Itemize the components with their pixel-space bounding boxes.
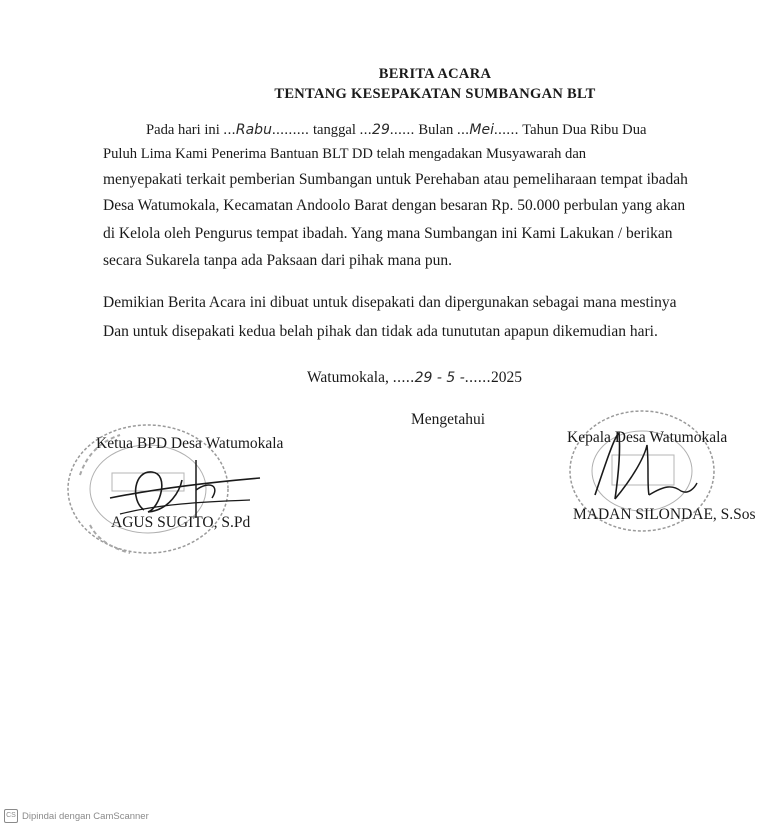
document-title: BERITA ACARA xyxy=(378,66,492,82)
para1-line3: menyepakati terkait pemberian Sumbangan untuk Perehaban atau pemeliharaan tempat ibadah xyxy=(103,171,688,188)
para1-day-prefix: Pada hari ini xyxy=(146,122,220,138)
handwritten-day: Rabu xyxy=(235,122,272,138)
handwritten-date: 29 xyxy=(372,122,390,138)
para1-line1: Pada hari ini ...Rabu......... tanggal ...29...... Bulan ...Mei...... Tahun Dua Ribu Dua xyxy=(146,122,647,138)
document-subtitle: TENTANG KESEPAKATAN SUMBANGAN BLT xyxy=(274,86,596,102)
right-signer-name: MADAN SILONDAE, S.Sos xyxy=(573,506,756,523)
right-signer-role: Kepala Desa Watumokala xyxy=(567,429,728,446)
scanner-footer-text: Dipindai dengan CamScanner xyxy=(22,810,149,822)
para1-line5: di Kelola oleh Pengurus tempat ibadah. Yang mana Sumbangan ini Kami Lakukan / berikan xyxy=(103,225,673,242)
acknowledged-label: Mengetahui xyxy=(411,411,486,428)
camscanner-icon: CS xyxy=(4,809,18,823)
para1-year-text: Tahun Dua Ribu Dua xyxy=(522,122,647,138)
left-signer-name: AGUS SUGITO, S.Pd xyxy=(111,514,251,531)
signing-year: 2025 xyxy=(491,369,523,386)
handwritten-month: Mei xyxy=(469,122,494,138)
para1-line4: Desa Watumokala, Kecamatan Andoolo Barat dengan besaran Rp. 50.000 perbulan yang akan xyxy=(103,197,686,214)
handwritten-signing-date: 29 - 5 - xyxy=(414,370,465,386)
para1-date-label: tanggal xyxy=(312,122,356,138)
place-date: Watumokala, .....29 - 5 -......2025 xyxy=(307,369,523,386)
place-name: Watumokala, xyxy=(307,369,389,386)
para1-line2: Puluh Lima Kami Penerima Bantuan BLT DD telah mengadakan Musyawarah dan xyxy=(103,146,587,162)
para1-month-label: Bulan xyxy=(418,122,454,138)
left-signer-role: Ketua BPD Desa Watumokala xyxy=(96,435,284,452)
para1-line6: secara Sukarela tanpa ada Paksaan dari pihak mana pun. xyxy=(103,252,453,269)
para2-line1: Demikian Berita Acara ini dibuat untuk disepakati dan dipergunakan sebagai mana mestinya xyxy=(103,294,677,311)
scanner-footer xyxy=(4,809,149,823)
para2-line2: Dan untuk disepakati kedua belah pihak dan tidak ada tunututan apapun dikemudian hari. xyxy=(103,323,658,340)
